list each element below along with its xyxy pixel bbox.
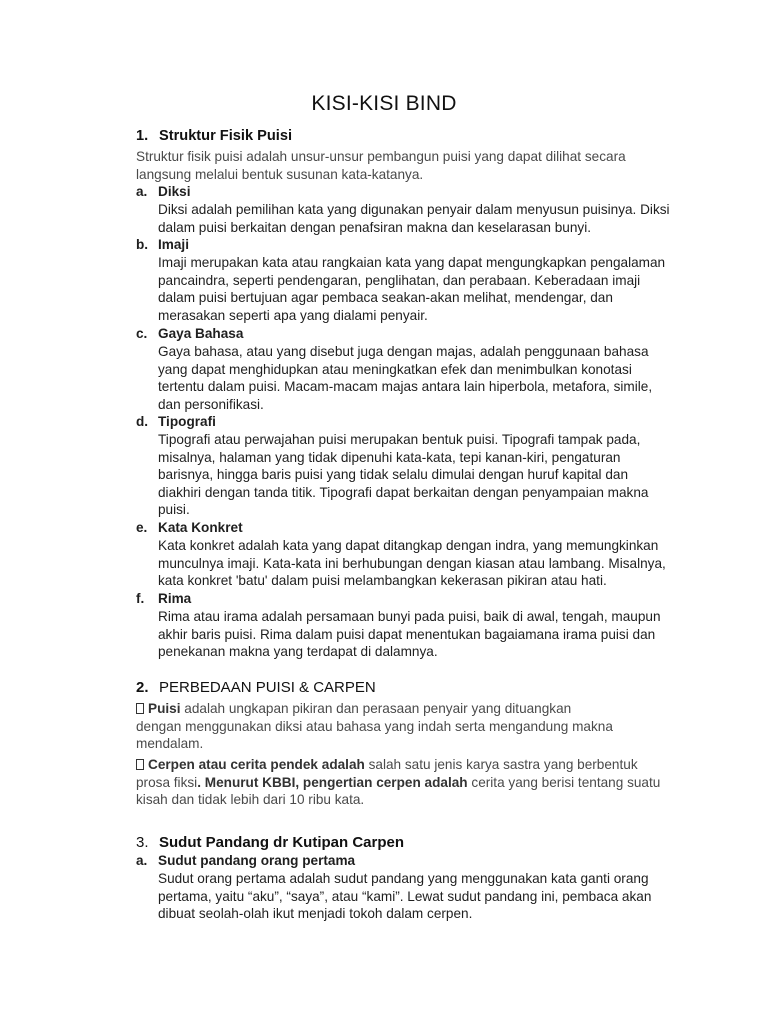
item-title: Rima — [158, 591, 192, 606]
list-letter: a. — [136, 184, 148, 199]
paragraph-line: Gaya bahasa, atau yang disebut juga dengan majas, adalah penggunaan bahasa — [158, 344, 649, 359]
list-letter: d. — [136, 414, 149, 429]
paragraph-line: puisi. — [158, 502, 190, 518]
item-title: Kata Konkret — [158, 520, 243, 535]
section-1-intro — [136, 148, 696, 183]
paragraph-line: kata konkret 'batu' dalam puisi melambangkan kekerasan pikiran atau hati. — [158, 573, 607, 589]
list-item-label — [136, 852, 355, 870]
paragraph-line: kisah dan tidak lebih dari 10 ribu kata. — [136, 792, 365, 808]
list-item-label — [136, 590, 191, 608]
list-item-body — [158, 537, 678, 590]
puisi-definition — [136, 700, 736, 753]
paragraph-line: Kata konkret adalah kata yang dapat ditangkap dengan indra, yang memungkinkan — [158, 538, 659, 553]
paragraph-line: Rima atau irama adalah persamaan bunyi pada puisi, baik di awal, tengah, maupun — [158, 609, 661, 624]
paragraph-line: Sudut orang pertama adalah sudut pandang yang menggunakan kata ganti orang — [158, 871, 649, 886]
paragraph-line: langsung melalui bentuk susunan kata-katanya. — [136, 166, 424, 182]
paragraph-text: salah satu jenis karya sastra yang berbentuk — [364, 757, 638, 772]
list-item-body — [158, 254, 678, 324]
item-title: Tipografi — [158, 414, 216, 429]
paragraph-line: yang dapat menghidupkan atau meningkatkan efek dan menimbulkan konotasi — [158, 361, 632, 377]
paragraph-line: dibuat seolah-olah ikut menjadi tokoh dalam cerpen. — [158, 906, 473, 922]
document-title: KISI-KISI BIND — [311, 92, 457, 115]
section-1-heading — [136, 128, 292, 144]
paragraph-line: akhir baris puisi. Rima dalam puisi dapat menentukan bagaiamana irama puisi dan — [158, 626, 656, 642]
list-letter: c. — [136, 326, 148, 341]
list-item-body — [158, 343, 678, 413]
paragraph-text: adalah ungkapan pikiran dan perasaan penyair yang dituangkan — [180, 701, 572, 716]
paragraph-text: prosa fiksi — [136, 774, 198, 790]
cerpen-definition — [136, 756, 736, 809]
item-title: Diksi — [158, 184, 191, 199]
paragraph-text: cerita yang berisi tentang suatu — [467, 774, 661, 790]
list-letter: f. — [136, 591, 145, 606]
list-item-label — [136, 236, 189, 254]
list-letter: b. — [136, 237, 149, 252]
list-item-body — [158, 201, 678, 236]
term-bold: Puisi — [148, 701, 181, 716]
section-number: 1. — [136, 128, 149, 144]
section-title: Struktur Fisik Puisi — [159, 128, 292, 144]
paragraph-line: tertentu dalam puisi. Macam-macam majas antara lain hiperbola, metafora, simile, — [158, 379, 653, 395]
list-item-label — [136, 325, 243, 343]
bullet-icon — [136, 703, 144, 714]
paragraph-line: munculnya imaji. Kata-kata ini berhubungan dengan kiasan atau lambang. Misalnya, — [158, 555, 666, 571]
paragraph-line: dengan menggunakan diksi atau bahasa yang indah serta mengandung makna — [136, 718, 613, 734]
list-item-body — [158, 431, 678, 519]
list-item-body — [158, 608, 678, 661]
list-item-body — [158, 870, 678, 923]
term-bold: Cerpen atau cerita pendek adalah — [148, 757, 365, 772]
section-3-heading — [136, 834, 404, 851]
section-title: PERBEDAAN PUISI & CARPEN — [159, 679, 376, 696]
section-number: 3. — [136, 834, 149, 851]
paragraph-line: penekanan makna yang terdapat di dalamnya. — [158, 644, 438, 660]
list-letter: e. — [136, 520, 148, 535]
paragraph-line: dan personifikasi. — [158, 396, 264, 412]
list-item-label — [136, 413, 216, 431]
bullet-icon — [136, 759, 144, 770]
item-title: Imaji — [158, 237, 189, 252]
list-item-label — [136, 519, 243, 537]
paragraph-line: dalam puisi berkaitan dengan penafsiran makna dan keselarasan bunyi. — [158, 219, 592, 235]
paragraph-line: barisnya, hingga baris puisi yang tidak selalu dimulai dengan huruf kapital dan — [158, 467, 629, 483]
list-item-label — [136, 183, 191, 201]
list-letter: a. — [136, 853, 148, 868]
paragraph-line: merasakan seperti apa yang dialami penyair. — [158, 307, 428, 323]
section-title: Sudut Pandang dr Kutipan Carpen — [159, 834, 405, 851]
item-title: Sudut pandang orang pertama — [158, 853, 356, 868]
paragraph-line: mendalam. — [136, 736, 204, 752]
paragraph-line: pertama, yaitu “aku”, “saya”, atau “kami”. Lewat sudut pandang ini, pembaca akan — [158, 888, 652, 904]
section-number: 2. — [136, 679, 149, 696]
paragraph-line: misalnya, halaman yang tidak dipenuhi kata-kata, tepi kanan-kiri, pengaturan — [158, 449, 621, 465]
paragraph-line: Imaji merupakan kata atau rangkaian kata yang dapat mengungkapkan pengalaman — [158, 255, 666, 270]
item-title: Gaya Bahasa — [158, 326, 244, 341]
paragraph-line: Diksi adalah pemilihan kata yang digunakan penyair dalam menyusun puisinya. Diksi — [158, 202, 670, 217]
term-bold: . Menurut KBBI, pengertian cerpen adalah — [197, 774, 468, 790]
paragraph-line: Struktur fisik puisi adalah unsur-unsur pembangun puisi yang dapat dilihat secara — [136, 149, 626, 164]
section-2-heading — [136, 679, 376, 696]
paragraph-line: dalam puisi bertujuan agar pembaca seakan-akan melihat, mendengar, dan — [158, 290, 613, 306]
paragraph-line: diakhiri dengan tanda titik. Tipografi dapat berkaitan dengan penyampaian makna — [158, 484, 649, 500]
paragraph-line: pancaindra, seperti pendengaran, penglihatan, dan perabaan. Keberadaan imaji — [158, 272, 641, 288]
paragraph-line: Tipografi atau perwajahan puisi merupakan bentuk puisi. Tipografi tampak pada, — [158, 432, 641, 447]
